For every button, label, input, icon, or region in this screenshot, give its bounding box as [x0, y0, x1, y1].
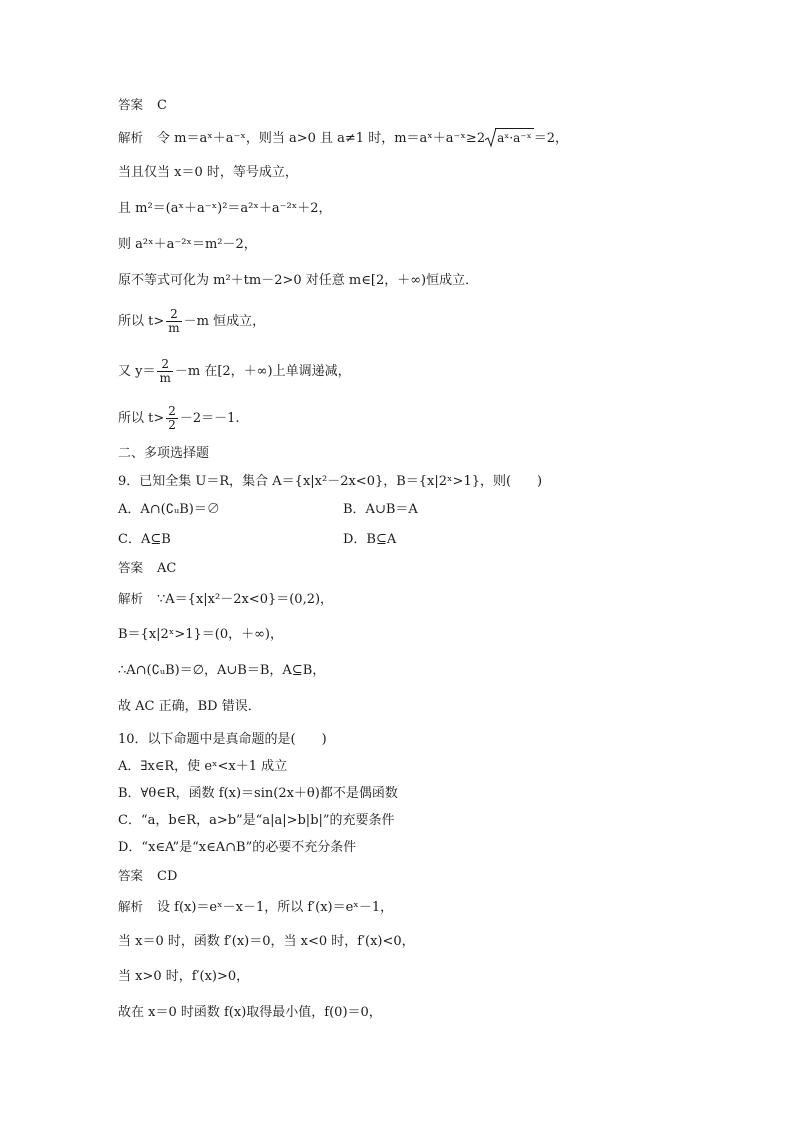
answer-line-2 [118, 559, 176, 578]
text-segment: 所以 t> [118, 314, 165, 329]
answer-text: C [157, 98, 167, 113]
radicand: aˣ·a⁻ˣ [495, 128, 534, 147]
denominator: 2 [168, 418, 176, 432]
option-b: B．∀θ∈R，函数 f(x)＝sin(2x＋θ)都不是偶函数 [118, 786, 398, 801]
analysis-text: 令 m＝aˣ＋a⁻ˣ，则当 a>0 且 a≠1 时，m＝aˣ＋a⁻ˣ≥2 [157, 131, 486, 146]
text-segment: 又 y＝ [118, 364, 156, 379]
fraction [166, 308, 181, 335]
fraction-line-2 [118, 358, 351, 385]
text-line: 则 a²ˣ＋a⁻²ˣ＝m²－2， [118, 237, 257, 252]
fraction-line-1 [118, 308, 265, 335]
text-segment: －2＝－1. [179, 411, 240, 426]
analysis-line-3 [118, 898, 393, 917]
question-10: 10．以下命题中是真命题的是( ) [118, 732, 327, 747]
text-segment: －m 恒成立， [183, 314, 266, 329]
answer-text: CD [157, 869, 178, 884]
analysis-line-2 [118, 590, 333, 609]
text-line: 当 x>0 时，f′(x)>0， [118, 969, 250, 984]
text-line: 故在 x＝0 时函数 f(x)取得最小值，f(0)＝0， [118, 1005, 382, 1020]
text-line: 且 m²＝(aˣ＋a⁻ˣ)²＝a²ˣ＋a⁻²ˣ＋2， [118, 201, 332, 216]
text-line: B＝{x|2ˣ>1}＝(0，＋∞)， [118, 627, 283, 642]
answer-line-3 [118, 867, 177, 886]
answer-label: 答案 [118, 97, 144, 112]
option-a: A．A∩(∁ᵤB)＝∅ [118, 502, 220, 517]
text-line: 原不等式可化为 m²＋tm－2>0 对任意 m∈[2，＋∞)恒成立． [118, 273, 479, 288]
analysis-label: 解析 [118, 130, 144, 145]
analysis-line-1 [118, 128, 568, 148]
text-segment: 所以 t> [118, 411, 165, 426]
fraction [157, 358, 172, 385]
denominator: m [159, 371, 171, 385]
analysis-text: ∵A＝{x|x²－2x<0}＝(0,2)， [157, 592, 334, 607]
answer-line-1 [118, 96, 167, 115]
analysis-text: 设 f(x)＝eˣ－x－1，所以 f′(x)＝eˣ－1， [157, 900, 394, 915]
section-heading: 二、多项选择题 [118, 446, 210, 461]
question-9: 9．已知全集 U＝R，集合 A＝{x|x²－2x<0}，B＝{x|2ˣ>1}，则( ) [118, 474, 543, 489]
numerator: 2 [157, 358, 172, 372]
analysis-text-end: ＝2， [533, 131, 569, 146]
analysis-label: 解析 [118, 899, 144, 914]
option-c: C．“a，b∈R，a>b”是“a|a|>b|b|”的充要条件 [118, 813, 395, 828]
denominator: m [168, 321, 180, 335]
numerator: 2 [166, 308, 181, 322]
fraction-line-3 [118, 405, 240, 432]
text-segment: －m 在[2，＋∞)上单调递减， [174, 364, 351, 379]
numerator: 2 [168, 404, 176, 418]
radical-sign-icon [485, 128, 497, 148]
text-line: ∴A∩(∁ᵤB)＝∅，A∪B＝B，A⊆B， [118, 663, 326, 678]
answer-text: AC [157, 561, 177, 576]
fraction [166, 405, 178, 432]
option-b: B．A∪B＝A [343, 502, 418, 517]
text-line: 故 AC 正确，BD 错误． [118, 699, 261, 714]
option-d: D．B⊆A [343, 532, 397, 547]
analysis-label: 解析 [118, 591, 144, 606]
answer-label: 答案 [118, 868, 144, 883]
text-line: 当且仅当 x＝0 时，等号成立， [118, 165, 298, 180]
answer-label: 答案 [118, 560, 144, 575]
text-line: 当 x＝0 时，函数 f′(x)＝0，当 x<0 时，f′(x)<0， [118, 934, 415, 949]
option-d: D．“x∈A”是“x∈A∩B”的必要不充分条件 [118, 840, 357, 855]
option-a: A．∃x∈R，使 eˣ<x＋1 成立 [118, 759, 288, 774]
option-c: C．A⊆B [118, 532, 171, 547]
sqrt-expression [485, 128, 534, 148]
